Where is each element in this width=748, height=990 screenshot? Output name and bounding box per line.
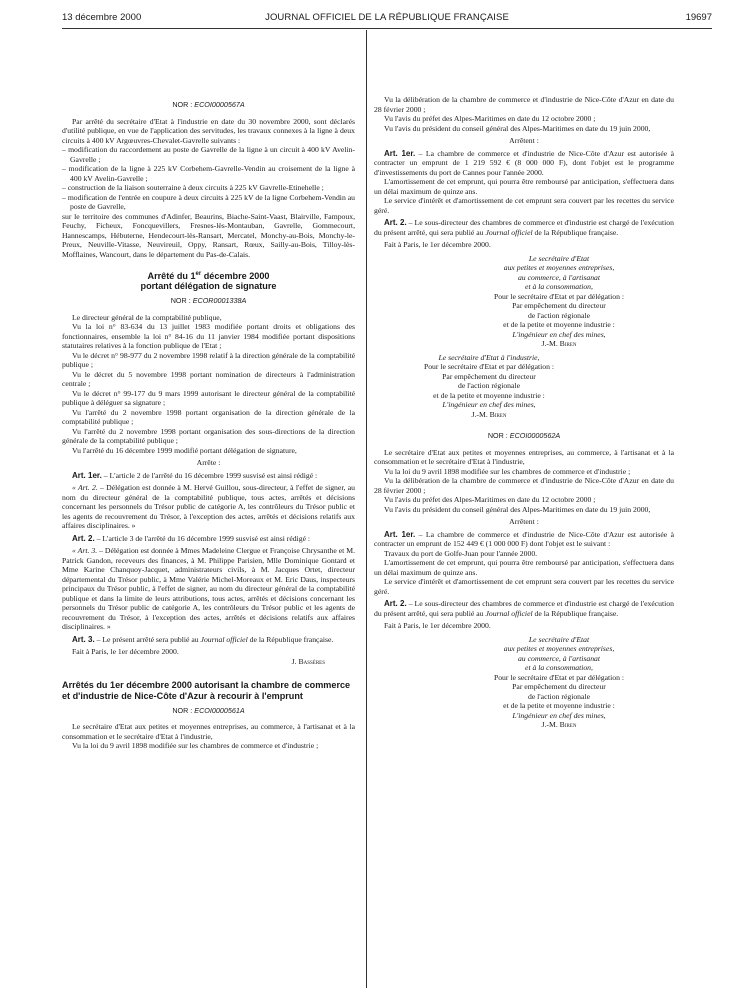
header-journal-title: JOURNAL OFFICIEL DE LA RÉPUBLIQUE FRANÇAISE	[265, 12, 509, 23]
paragraph: Vu l'arrêté du 2 novembre 1998 portant organisation de la direction générale de la comptabilité publique ;	[62, 407, 355, 427]
paragraph: Le service d'intérêt et d'amortissement de cet emprunt sera couvert par les recettes du service géré.	[374, 196, 674, 215]
paragraph: Par arrêté du secrétaire d'Etat à l'industrie en date du 30 novembre 2000, sont déclarés d'utilité publique, en vue de l'application des servitudes, les travaux connexes à la ligne à deux circuits à 400 kV Argœuvres-Chevalet-Gavrelle suivants :	[62, 116, 355, 145]
list-item: – modification de la ligne à 225 kV Corbehem-Gavrelle-Vendin au croisement de la ligne à 400 kV Avelin-Gavrelle ;	[62, 164, 355, 183]
arretent-heading: Arrêtent :	[509, 517, 539, 526]
section-title: Arrêté du 1er décembre 2000 portant délégation de signature	[140, 271, 277, 292]
article: Art. 2. – Le sous-directeur des chambres de commerce et d'industrie est chargé de l'exécution du présent arrêté, qui sera publié au Journal officiel de la République française.	[374, 218, 674, 237]
article: Art. 2. – L'article 3 de l'arrêté du 16 décembre 1999 susvisé est ainsi rédigé :	[72, 533, 311, 543]
paragraph: Vu l'avis du président du conseil général des Alpes-Maritimes en date du 19 juin 2000,	[384, 123, 651, 133]
signature-block: Le secrétaire d'Etat à l'industrie, Pour le secrétaire d'Etat et par délégation : Par empêchement du directeur de l'action régionale et de la petite et moyenne industrie : L'ingénieur en chef des mines, J.-M. Biren	[423, 352, 555, 419]
paragraph: Le secrétaire d'Etat aux petites et moyennes entreprises, au commerce, à l'artisanat et à la consommation et le secrétaire d'Etat à l'industrie,	[62, 722, 355, 741]
paragraph: L'amortissement de cet emprunt, qui pourra être remboursé par anticipation, s'effectuera dans un délai maximum de quinze ans.	[374, 558, 674, 577]
article-quote: « Art. 3. – Délégation est donnée à Mmes Madeleine Clergue et Françoise Chrysanthe et M. Patrick Gandon, receveurs des finances, à M. Philippe Parisien, Mlle Dominique Gontard et Mme Karine Chanquoy-Jacquet, administrateurs civils, à M. Jacques Ortet, directeur départemental du Trésor public, à Mme Valérie Michel-Moreaux et M. Eric Daus, inspecteurs principaux du Trésor public, à l'effet de signer, au nom du directeur général de la comptabilité publique et dans la limite de leurs attributions, tous actes, arrêtés et décisions concernant les personnels du Trésor public de catégorie A, les contrôleurs du Trésor public et les agents de recouvrement du Trésor, à l'exception des actes, arrêtés et décisions relatifs aux affaires disciplinaires. »	[62, 546, 355, 632]
paragraph: Vu l'avis du préfet des Alpes-Maritimes en date du 12 octobre 2000 ;	[384, 495, 596, 504]
header-page-number: 19697	[685, 12, 712, 23]
header-rule	[62, 28, 712, 29]
paragraph: Vu la délibération de la chambre de commerce et d'industrie de Nice-Côte d'Azur en date du 28 février 2000 ;	[374, 476, 674, 495]
nor-reference: NOR : ECOR0001338A	[170, 296, 247, 306]
article: Art. 1er. – La chambre de commerce et d'industrie de Nice-Côte d'Azur est autorisée à contracter un emprunt de 152 449 € (1 000 000 F) dont l'objet est le suivant :	[374, 529, 674, 548]
article-quote: « Art. 2. – Délégation est donnée à M. Hervé Guillou, sous-directeur, à l'effet de signer, au nom du directeur général de la comptabilité publique, tous actes, arrêtés et décisions concernant les personnels du Trésor public de catégorie A, les contrôleurs du Trésor public et les agents de recouvrement du Trésor, à l'exception des actes, arrêtés et décisions relatifs aux affaires disciplinaires. »	[62, 483, 356, 531]
paragraph: Travaux du port de Golfe-Juan pour l'année 2000.	[384, 548, 538, 558]
list-item: – modification de l'entrée en coupure à deux circuits à 225 kV de la ligne Corbehem-Vendin au poste de Gavrelle,	[62, 193, 355, 212]
fait-a-paris: Fait à Paris, le 1er décembre 2000.	[72, 647, 179, 657]
paragraph: Vu le décret du 5 novembre 1998 portant nomination de directeurs à l'administration centrale ;	[62, 369, 355, 389]
paragraph: Vu le décret n° 99-177 du 9 mars 1999 autorisant le directeur général de la comptabilité publique à déléguer sa signature ;	[62, 388, 355, 408]
paragraph: sur le territoire des communes d'Adinfer, Beaurins, Biache-Saint-Vaast, Blairville, Fampoux, Feuchy, Ficheux, Foncquevillers, Fresnes-lès-Montauban, Gavrelle, Gommecourt, Hannescamps, Hébuterne, Hendecourt-lès-Ransart, Mercatel, Monchy-au-Bois, Monchy-le-Preux, Neuville-Vitasse, Neuvireuil, Oppy, Ransart, Rœux, Sailly-au-Bois, Tilloy-lès-Mofflaines, Wancourt, dans le département du Pas-de-Calais.	[62, 211, 355, 259]
section-title: Arrêtés du 1er décembre 2000 autorisant la chambre de commerce et d'industrie de Nice-Côte d'Azur à recourir à l'emprunt	[62, 680, 351, 701]
article: Art. 1er. – L'article 2 de l'arrêté du 16 décembre 1999 susvisé est ainsi rédigé :	[72, 470, 318, 480]
nor-reference: NOR : ECOI0000561A	[172, 705, 245, 715]
paragraph: Vu le décret n° 98-977 du 2 novembre 1998 relatif à la direction générale de la comptabilité publique ;	[62, 350, 355, 370]
paragraph: Vu l'avis du préfet des Alpes-Maritimes en date du 12 octobre 2000 ;	[384, 114, 596, 123]
fait-a-paris: Fait à Paris, le 1er décembre 2000.	[384, 240, 491, 249]
paragraph: Vu l'avis du président du conseil général des Alpes-Maritimes en date du 19 juin 2000,	[384, 504, 651, 514]
page-header	[62, 12, 712, 28]
header-date: 13 décembre 2000	[62, 12, 142, 23]
nor-reference: NOR : ECOI0000567A	[172, 100, 245, 109]
list-item: – construction de la liaison souterraine à deux circuits à 225 kV Gavrelle-Etinehelle ;	[62, 183, 355, 193]
article: Art. 3. – Le présent arrêté sera publié au Journal officiel de la République française.	[72, 634, 334, 644]
paragraph: Le directeur général de la comptabilité publique,	[72, 312, 222, 322]
article: Art. 2. – Le sous-directeur des chambres de commerce et d'industrie est chargé de l'exécution du présent arrêté, qui sera publié au Journal officiel de la République française.	[374, 599, 674, 618]
paragraph: Vu la loi du 9 avril 1898 modifiée sur les chambres de commerce et d'industrie ;	[72, 741, 319, 751]
paragraph: Vu la loi du 9 avril 1898 modifiée sur les chambres de commerce et d'industrie ;	[384, 466, 631, 476]
list-item: – modification du raccordement au poste de Gavrelle de la ligne à un circuit à 400 kV Avelin-Gavrelle ;	[62, 145, 355, 164]
article: Art. 1er. – La chambre de commerce et d'industrie de Nice-Côte d'Azur est autorisée à contracter un emprunt de 1 219 592 € (8 000 000 F), dont l'objet est le programme d'investissements du port de Cannes pour l'année 2000.	[374, 148, 674, 177]
paragraph: Le secrétaire d'Etat aux petites et moyennes entreprises, au commerce, à l'artisanat et à la consommation et le secrétaire d'Etat à l'industrie,	[374, 447, 674, 466]
fait-a-paris: Fait à Paris, le 1er décembre 2000.	[384, 621, 491, 630]
paragraph: Le service d'intérêt et d'amortissement de cet emprunt sera couvert par les recettes du service géré.	[374, 577, 674, 596]
paragraph: L'amortissement de cet emprunt, qui pourra être remboursé par anticipation, s'effectuera dans un délai maximum de quinze ans.	[374, 177, 674, 196]
left-column	[62, 95, 355, 751]
nor-reference: NOR : ECOI0000562A	[487, 431, 561, 440]
right-column	[374, 95, 674, 730]
column-divider	[366, 30, 367, 988]
arrete-heading: Arrête :	[196, 458, 221, 468]
paragraph: Vu la loi n° 83-634 du 13 juillet 1983 modifiée portant droits et obligations des fonctionnaires, ensemble la loi n° 84-16 du 11 janvier 1984 modifiée portant dispositions statutaires relatives à la fonction publique de l'Etat ;	[62, 322, 355, 351]
paragraph: Vu la délibération de la chambre de commerce et d'industrie de Nice-Côte d'Azur en date du 28 février 2000 ;	[374, 95, 674, 114]
paragraph: Vu l'arrêté du 16 décembre 1999 modifié portant délégation de signature,	[72, 445, 297, 455]
arretent-heading: Arrêtent :	[509, 136, 539, 145]
signature-block: Le secrétaire d'Etat aux petites et moyennes entreprises, au commerce, à l'artisanat et à la consommation, Pour le secrétaire d'Etat et par délégation : Par empêchement du directeur de l'action régionale et de la petite et moyenne industrie : L'ingénieur en chef des mines, J.-M. Biren	[493, 253, 625, 348]
paragraph: Vu l'arrêté du 2 novembre 1998 portant organisation des sous-directions de la direction générale de la comptabilité publique ;	[62, 426, 355, 446]
signature-name: J. Bassères	[291, 656, 325, 666]
signature-block: Le secrétaire d'Etat aux petites et moyennes entreprises, au commerce, à l'artisanat et à la consommation, Pour le secrétaire d'Etat et par délégation : Par empêchement du directeur de l'action régionale et de la petite et moyenne industrie : L'ingénieur en chef des mines, J.-M. Biren	[493, 634, 625, 729]
